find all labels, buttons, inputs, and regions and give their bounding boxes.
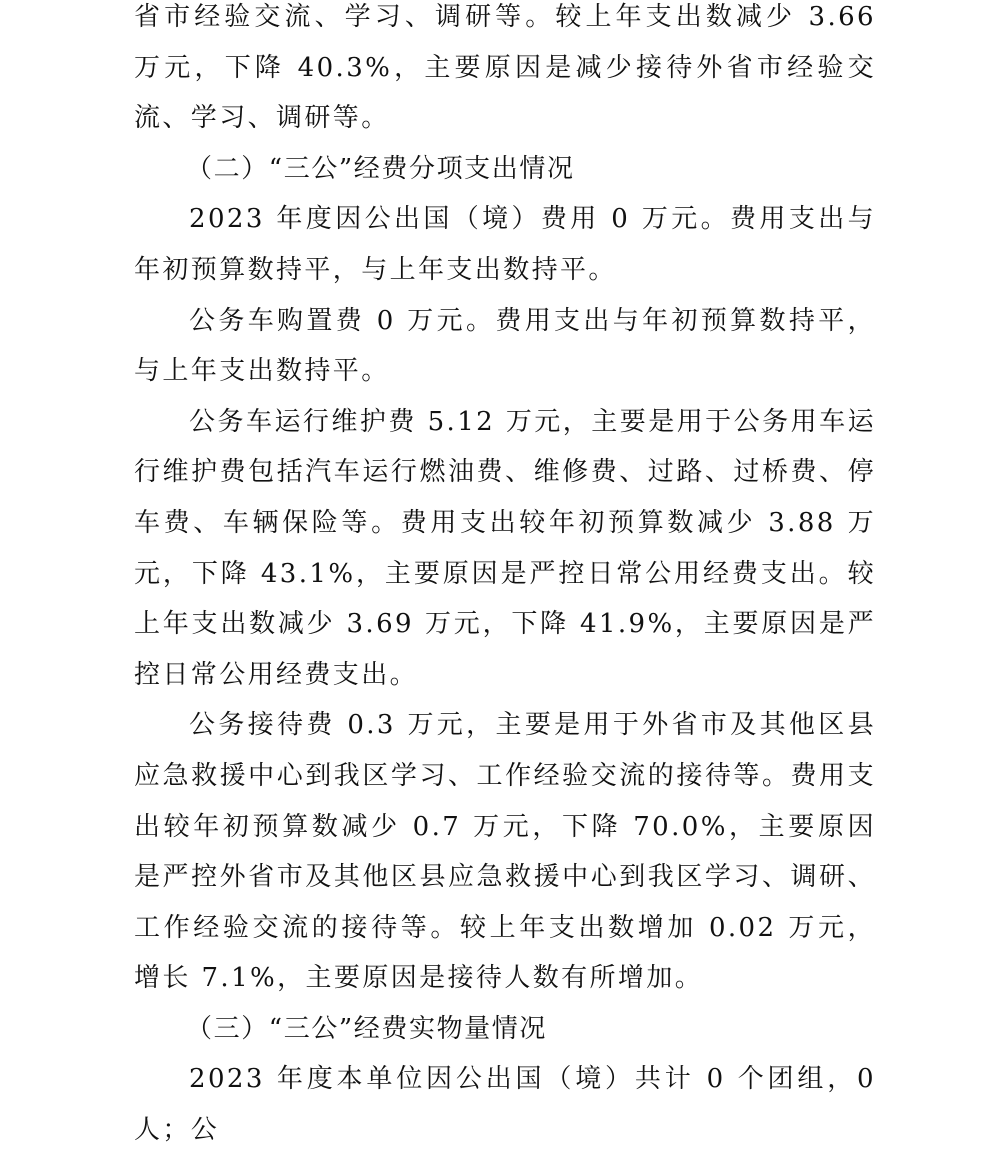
paragraph-vehicle-maintenance: 公务车运行维护费 5.12 万元，主要是用于公务用车运行维护费包括汽车运行燃油费、维修费、过路、过桥费、停车费、车辆保险等。费用支出较年初预算数减少 3.88 万元，下降 43.1%，主要原因是严控日常公用经费支出。较上年支出数减少 3.69 万元，下降 41.9%，主要原因是严控日常公用经费支出。 — [134, 406, 876, 690]
document-page — [134, 0, 876, 1156]
section-heading-3: （三）“三公”经费实物量情况 — [186, 1013, 547, 1044]
paragraph-overseas-travel: 2023 年度因公出国（境）费用 0 万元。费用支出与年初预算数持平，与上年支出数持平。 — [134, 204, 876, 285]
paragraph-vehicle-purchase: 公务车购置费 0 万元。费用支出与年初预算数持平，与上年支出数持平。 — [134, 305, 876, 387]
paragraph-reception: 公务接待费 0.3 万元，主要是用于外省市及其他区县应急救援中心到我区学习、工作经验交流的接待等。费用支出较年初预算数减少 0.7 万元，下降 70.0%，主要原因是严控外省市及其他区县应急救援中心到我区学习、调研、工作经验交流的接待等。较上年支出数增加 0.02 万元，增长 7.1%，主要原因是接待人数有所增加。 — [134, 710, 876, 994]
section-heading-2: （二）“三公”经费分项支出情况 — [186, 153, 575, 184]
paragraph-physical-quantity: 2023 年度本单位因公出国（境）共计 0 个团组，0 人；公 — [134, 1064, 876, 1146]
paragraph-continuation: 省市经验交流、学习、调研等。较上年支出数减少 3.66 万元，下降 40.3%，主要原因是减少接待外省市经验交流、学习、调研等。 — [134, 2, 876, 134]
